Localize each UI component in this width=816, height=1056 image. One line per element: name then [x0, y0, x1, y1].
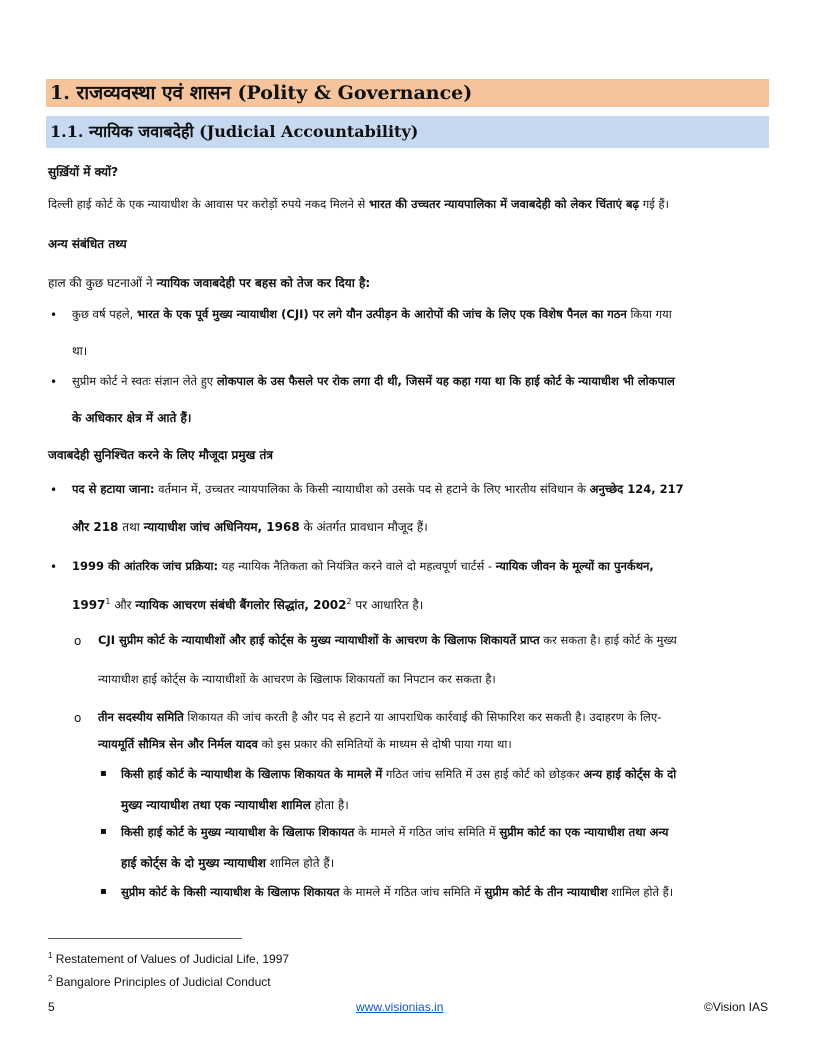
bullet-icon: • [50, 560, 58, 574]
page-number: 5 [48, 1000, 55, 1014]
related-facts-intro: हाल की कुछ घटनाओं ने न्यायिक जवाबदेही पर बहस को तेज कर दिया है: [48, 276, 371, 290]
sub-item-three-member-committee-cont: न्यायमूर्ति सौमित्र सेन और निर्मल यादव को इस प्रकार की समितियों के माध्यम से दोषी पाया गया था। [98, 737, 512, 751]
sub-item-cji-complaints: CJI सुप्रीम कोर्ट के न्यायाधीशों और हाई कोर्ट्स के मुख्य न्यायाधीशों के आचरण के खिलाफ शिकायतें प्राप्त कर सकता है। हाई कोर्ट के मुख्य [98, 633, 677, 647]
footnote-2: $^2$ Bangalore Principles of Judicial Conduct [48, 974, 271, 989]
list-item-former-cji-panel-cont: था। [72, 344, 88, 358]
sub-sub-item-hc-chief-justice-cont: हाई कोर्ट्स के दो मुख्य न्यायाधीश शामिल होते हैं। [121, 856, 335, 870]
mechanisms-label: जवाबदेही सुनिश्चित करने के लिए मौजूदा प्रमुख तंत्र [48, 448, 274, 462]
section-heading-polity: 1. राजव्यवस्था एवं शासन (Polity & Governance) [46, 79, 769, 107]
list-item-lokpal-stay: सुप्रीम कोर्ट ने स्वतः संज्ञान लेते हुए लोकपाल के उस फैसले पर रोक लगा दी थी, जिसमें यह कहा गया था कि हाई कोर्ट के न्यायाधीश भी लोकपाल [72, 374, 675, 388]
sub-item-cji-complaints-cont: न्यायाधीश हाई कोर्ट्स के न्यायाधीशों के आचरण के खिलाफ शिकायतों का निपटान कर सकता है। [98, 672, 496, 686]
sub-sub-item-hc-judge-cont: मुख्य न्यायाधीश तथा एक न्यायाधीश शामिल होता है। [121, 798, 349, 812]
subsection-heading-judicial-accountability: 1.1. न्यायिक जवाबदेही (Judicial Accountability) [46, 116, 769, 148]
related-facts-label: अन्य संबंधित तथ्य [48, 237, 127, 251]
list-item-lokpal-stay-cont: के अधिकार क्षेत्र में आते हैं। [72, 411, 192, 425]
bullet-icon: ▪ [100, 826, 107, 837]
list-item-inhouse-procedure: 1999 की आंतरिक जांच प्रक्रिया: यह न्यायिक नैतिकता को नियंत्रित करने वाले दो महत्वपूर्ण चार्टर्स - न्यायिक जीवन के मूल्यों का पुनर्कथन, [72, 559, 654, 573]
sub-sub-item-hc-judge: किसी हाई कोर्ट के न्यायाधीश के खिलाफ शिकायत के मामले में गठित जांच समिति में उस हाई कोर्ट को छोड़कर अन्य हाई कोर्ट्स के दो [121, 767, 677, 781]
bullet-icon: o [74, 634, 82, 648]
bullet-icon: • [50, 308, 58, 322]
list-item-inhouse-procedure-cont: 1997$^1$ और न्यायिक आचरण संबंधी बैंगलोर सिद्धांत, 2002$^2$ पर आधारित है। [72, 597, 424, 612]
sub-sub-item-sc-judge: सुप्रीम कोर्ट के किसी न्यायाधीश के खिलाफ शिकायत के मामले में गठित जांच समिति में सुप्रीम कोर्ट के तीन न्यायाधीश शामिल होते हैं। [121, 885, 674, 899]
copyright: ©Vision IAS [704, 1000, 768, 1014]
footnote-1: $^1$ Restatement of Values of Judicial Life, 1997 [48, 951, 290, 966]
website-link[interactable]: www.visionias.in [356, 1000, 444, 1014]
list-item-removal: पद से हटाया जाना: वर्तमान में, उच्चतर न्यायपालिका के किसी न्यायाधीश को उसके पद से हटाने के लिए भारतीय संविधान के अनुच्छेद 124, 217 [72, 482, 684, 496]
sub-item-three-member-committee: तीन सदस्यीय समिति शिकायत की जांच करती है और पद से हटाने या आपराधिक कार्रवाई की सिफारिश कर सकती है। उदाहरण के लिए- [98, 710, 662, 724]
list-item-former-cji-panel: कुछ वर्ष पहले, भारत के एक पूर्व मुख्य न्यायाधीश (CJI) पर लगे यौन उत्पीड़न के आरोपों की जांच के लिए एक विशेष पैनल का गठन किया गया [72, 307, 672, 321]
bullet-icon: • [50, 483, 58, 497]
why-in-news-text: दिल्ली हाई कोर्ट के एक न्यायाधीश के आवास पर करोड़ों रुपये नकद मिलने से भारत की उच्चतर न्यायपालिका में जवाबदेही को लेकर चिंताएं बढ़ गई हैं। [48, 197, 669, 211]
list-item-removal-cont: और 218 तथा न्यायाधीश जांच अधिनियम, 1968 के अंतर्गत प्रावधान मौजूद हैं। [72, 520, 428, 534]
bullet-icon: ▪ [100, 886, 107, 897]
bullet-icon: • [50, 375, 58, 389]
why-in-news-label: सुर्ख़ियों में क्यों? [48, 165, 119, 179]
bullet-icon: ▪ [100, 768, 107, 779]
bullet-icon: o [74, 711, 82, 725]
footnote-divider [48, 938, 242, 939]
sub-sub-item-hc-chief-justice: किसी हाई कोर्ट के मुख्य न्यायाधीश के खिलाफ शिकायत के मामले में गठित जांच समिति में सुप्रीम कोर्ट का एक न्यायाधीश तथा अन्य [121, 825, 669, 839]
